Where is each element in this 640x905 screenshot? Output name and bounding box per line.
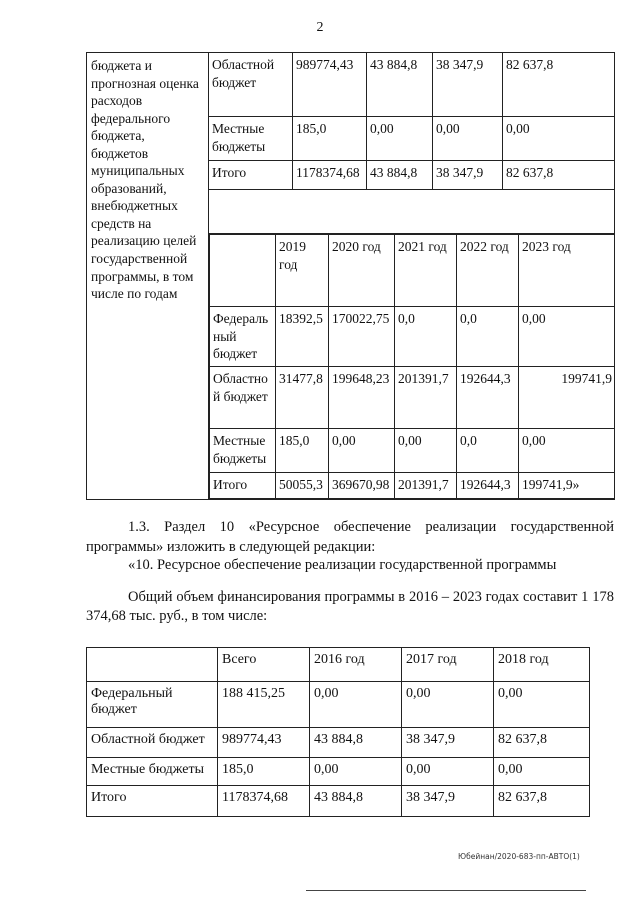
years-subtable (209, 234, 615, 499)
header-blank (87, 648, 218, 682)
cell-2017: 0,00 (402, 682, 494, 728)
cell-2016: 0,00 (367, 117, 433, 161)
cell-2023: 199741,9» (519, 473, 615, 499)
cell-total: 1178374,68 (293, 161, 367, 190)
cell-2017: 0,00 (433, 117, 503, 161)
row-label: Местные бюджеты (209, 117, 293, 161)
cell-2022: 192644,3 (457, 367, 519, 429)
years-header-blank (210, 235, 276, 307)
cell-2016: 43 884,8 (367, 161, 433, 190)
financing-paragraph: Общий объем финансирования программы в 2016 – 2023 годах составит 1 178 374,68 тыс. руб., в том числе: (86, 589, 614, 624)
row-label: Областно й бюджет (210, 367, 276, 429)
row-label: Итого (210, 473, 276, 499)
row-label: Областной бюджет (209, 53, 293, 117)
row-label: Федераль ный бюджет (210, 307, 276, 367)
cell-2019: 31477,8 (276, 367, 329, 429)
cell-2018: 82 637,8 (503, 53, 615, 117)
header-year: 2017 год (402, 648, 494, 682)
cell-2018: 0,00 (503, 117, 615, 161)
cell-2018: 82 637,8 (503, 161, 615, 190)
program-parameter-cell: бюджета и прогнозная оценка расходов федерального бюджета, бюджетов муниципальных образований, внебюджетных средств на реализацию целей государственной программы, в том числе по годам (87, 53, 209, 500)
cell-2018: 0,00 (494, 682, 590, 728)
cell-2023: 0,00 (519, 307, 615, 367)
cell-2020: 369670,98 (329, 473, 395, 499)
header-total: Всего (218, 648, 310, 682)
row-label: Федеральный бюджет (87, 682, 218, 728)
cell-2020: 199648,23 (329, 367, 395, 429)
cell-2016: 43 884,8 (310, 728, 402, 758)
cell-2019: 50055,3 (276, 473, 329, 499)
cell-2018: 82 637,8 (494, 728, 590, 758)
cell-2022: 0,0 (457, 307, 519, 367)
cell-2021: 201391,7 (395, 367, 457, 429)
row-label: Местные бюджеты (210, 429, 276, 473)
year-header: 2022 год (457, 235, 519, 307)
row-label: Итого (87, 786, 218, 817)
cell-2017: 38 347,9 (402, 728, 494, 758)
cell-2016: 0,00 (310, 682, 402, 728)
section-title: «10. Ресурсное обеспечение реализации государственной программы (128, 557, 557, 573)
cell-2017: 38 347,9 (433, 161, 503, 190)
cell-2023: 0,00 (519, 429, 615, 473)
header-year: 2016 год (310, 648, 402, 682)
cell-total: 1178374,68 (218, 786, 310, 817)
cell-total: 185,0 (218, 758, 310, 786)
cell-2019: 185,0 (276, 429, 329, 473)
cell-2021: 0,00 (395, 429, 457, 473)
cell-2022: 192644,3 (457, 473, 519, 499)
cell-2018: 0,00 (494, 758, 590, 786)
year-header: 2020 год (329, 235, 395, 307)
header-year: 2018 год (494, 648, 590, 682)
cell-2017: 38 347,9 (433, 53, 503, 117)
cell-2017: 0,00 (402, 758, 494, 786)
cell-2019: 18392,5 (276, 307, 329, 367)
cell-2016: 43 884,8 (310, 786, 402, 817)
empty-spacer-row (209, 190, 615, 234)
cell-2021: 0,0 (395, 307, 457, 367)
cell-2022: 0,0 (457, 429, 519, 473)
cell-2023: 199741,9 (519, 367, 615, 429)
resource-table-continued (86, 52, 615, 500)
cell-total: 185,0 (293, 117, 367, 161)
year-header: 2019 год (276, 235, 329, 307)
document-code: Юбейнан/2020-683-пп-АВТО(1) (458, 852, 580, 861)
page-number: 2 (316, 20, 324, 35)
cell-2020: 170022,75 (329, 307, 395, 367)
row-label: Областной бюджет (87, 728, 218, 758)
cell-2016: 0,00 (310, 758, 402, 786)
cell-total: 989774,43 (293, 53, 367, 117)
amendment-paragraph: 1.3. Раздел 10 «Ресурсное обеспечение реализации государственной программы» изложить в следующей редакции: (86, 519, 614, 555)
cell-2018: 82 637,8 (494, 786, 590, 817)
cell-2016: 43 884,8 (367, 53, 433, 117)
years-subtable-cell (209, 234, 615, 500)
row-label: Итого (209, 161, 293, 190)
cell-2017: 38 347,9 (402, 786, 494, 817)
cell-total: 188 415,25 (218, 682, 310, 728)
cell-2021: 201391,7 (395, 473, 457, 499)
cell-2020: 0,00 (329, 429, 395, 473)
cell-total: 989774,43 (218, 728, 310, 758)
footer-divider (306, 890, 586, 891)
row-label: Местные бюджеты (87, 758, 218, 786)
year-header: 2023 год (519, 235, 615, 307)
year-header: 2021 год (395, 235, 457, 307)
financing-table (86, 647, 590, 817)
